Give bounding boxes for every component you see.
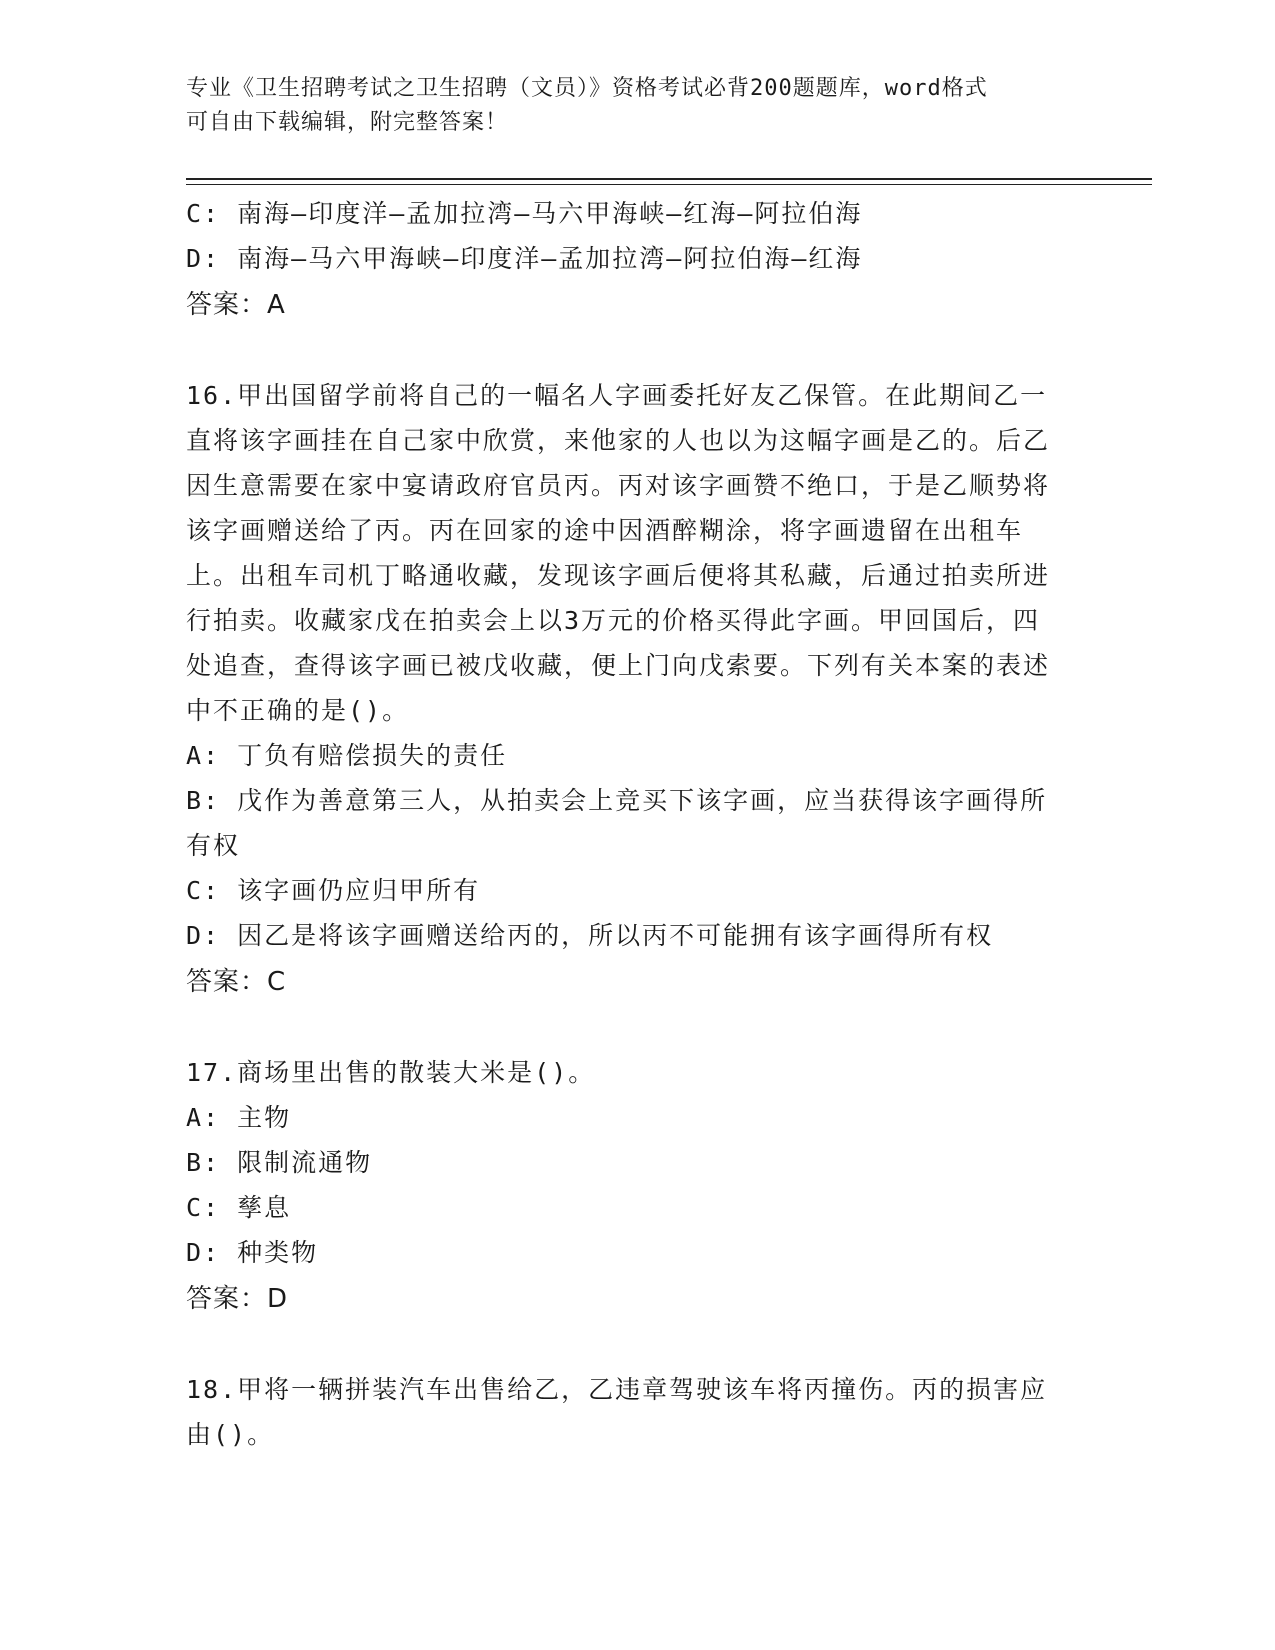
- question-16-option-d: D: 因乙是将该字画赠送给丙的，所以丙不可能拥有该字画得所有权: [186, 921, 994, 950]
- question-17-stem: 17.商场里出售的散装大米是()。: [186, 1058, 596, 1087]
- question-17-option-c: C: 孳息: [186, 1193, 292, 1222]
- spacer: [186, 1323, 1086, 1367]
- question-17-option-b: B: 限制流通物: [186, 1148, 373, 1177]
- question-16-option-b: B: 戊作为善意第三人，从拍卖会上竞买下该字画，应当获得该字画得所有权: [186, 786, 1048, 860]
- question-17: [186, 1050, 1086, 1323]
- question-content: [186, 191, 1086, 1457]
- question-18-stem: 18.甲将一辆拼装汽车出售给乙，乙违章驾驶该车将丙撞伤。丙的损害应由()。: [186, 1375, 1048, 1449]
- question-15-answer: 答案：A: [186, 290, 286, 320]
- spacer: [186, 329, 1086, 373]
- question-17-answer: 答案：D: [186, 1284, 289, 1314]
- question-15-option-c: C: 南海—印度洋—孟加拉湾—马六甲海峡—红海—阿拉伯海: [186, 199, 863, 228]
- question-15-option-d: D: 南海—马六甲海峡—印度洋—孟加拉湾—阿拉伯海—红海: [186, 244, 863, 273]
- header-divider-thick: [186, 178, 1152, 180]
- question-16-option-c: C: 该字画仍应归甲所有: [186, 876, 481, 905]
- question-16-answer: 答案：C: [186, 967, 287, 997]
- header-title-line-2: 可自由下载编辑，附完整答案！: [186, 110, 509, 135]
- header-divider-thin: [186, 184, 1152, 185]
- question-15: [186, 191, 1086, 329]
- question-16: [186, 373, 1086, 1006]
- question-18: [186, 1367, 1086, 1457]
- header-title-line-1: 专业《卫生招聘考试之卫生招聘（文员）》资格考试必背200题题库，word格式: [186, 76, 988, 101]
- question-16-stem: 16.甲出国留学前将自己的一幅名人字画委托好友乙保管。在此期间乙一直将该字画挂在自己家中欣赏，来他家的人也以为这幅字画是乙的。后乙因生意需要在家中宴请政府官员丙。丙对该字画赞不绝口，于是乙顺势将该字画赠送给了丙。丙在回家的途中因酒醉糊涂，将字画遗留在出租车上。出租车司机丁略通收藏，发现该字画后便将其私藏，后通过拍卖所进行拍卖。收藏家戊在拍卖会上以3万元的价格买得此字画。甲回国后，四处追查，查得该字画已被戊收藏，便上门向戊索要。下列有关本案的表述中不正确的是()。: [186, 381, 1051, 725]
- spacer: [186, 1006, 1086, 1050]
- question-17-option-a: A: 主物: [186, 1103, 292, 1132]
- question-16-option-a: A: 丁负有赔偿损失的责任: [186, 741, 508, 770]
- document-header: [186, 72, 1086, 140]
- question-17-option-d: D: 种类物: [186, 1238, 319, 1267]
